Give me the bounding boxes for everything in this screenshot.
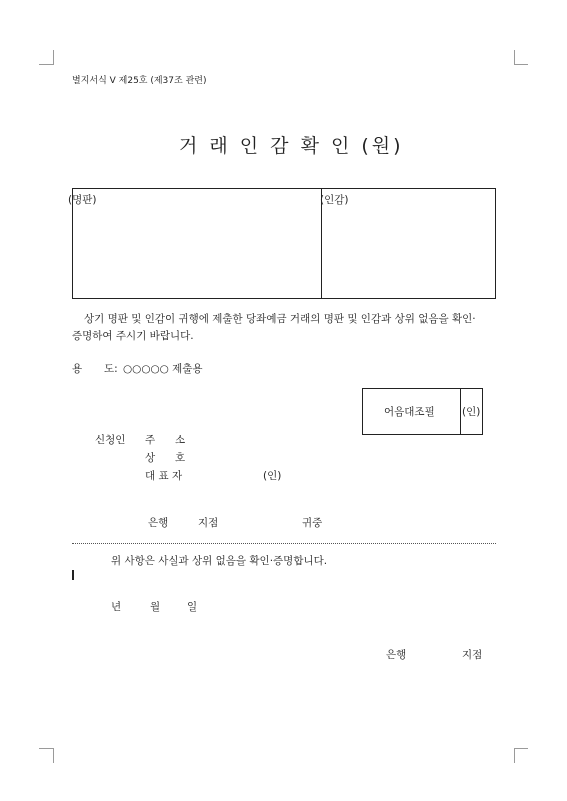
address-label-1: 주	[145, 434, 156, 446]
addressee-honorific: 귀중	[302, 517, 323, 529]
page-title: 거 래 인 감 확 인 (원)	[179, 135, 404, 157]
addressee-bank: 은행	[148, 517, 169, 529]
form-number: 별지서식 Ⅴ 제25호 (제37조 관련)	[72, 76, 207, 86]
crop-mark-tl	[53, 50, 54, 65]
date-month: 월	[150, 601, 161, 613]
bill-seal-label: 어음대조필	[384, 406, 435, 418]
crop-mark-tl	[39, 64, 53, 65]
address-label-2: 소	[175, 434, 186, 446]
crop-mark-br	[514, 748, 515, 763]
representative-seal: (인)	[263, 470, 282, 482]
representative-label: 대 표 자	[145, 470, 183, 482]
addressee-branch: 지점	[198, 517, 219, 529]
trade-label-1: 상	[145, 452, 156, 464]
request-text-line1: 상기 명판 및 인감이 귀행에 제출한 당좌예금 거래의 명판 및 인감과 상위 없음을 확인·	[84, 313, 476, 325]
dotted-separator	[72, 543, 496, 544]
nameplate-label: (명판)	[68, 194, 97, 206]
crop-mark-bl	[39, 748, 53, 749]
crop-mark-tr	[514, 64, 528, 65]
purpose-label: 용	[72, 363, 83, 375]
applicant-label: 신청인	[95, 434, 126, 446]
seal-label: (인감)	[320, 194, 349, 206]
date-year: 년	[111, 601, 122, 613]
seal-divider	[460, 389, 461, 434]
signer-bank: 은행	[386, 649, 407, 661]
purpose-label-2: 도:	[104, 363, 118, 375]
stamp-box	[68, 188, 496, 299]
crop-mark-bl	[53, 748, 54, 763]
purpose-value: ○○○○○ 제출용	[123, 363, 203, 375]
text-cursor	[72, 570, 74, 580]
request-text-line2: 증명하여 주시기 바랍니다.	[72, 330, 194, 342]
signer-branch: 지점	[462, 649, 483, 661]
confirm-text: 위 사항은 사실과 상위 없음을 확인·증명합니다.	[111, 555, 328, 567]
crop-mark-br	[514, 748, 528, 749]
bill-seal-box	[362, 388, 483, 435]
trade-label-2: 호	[175, 452, 186, 464]
bill-seal-mark: (인)	[462, 406, 481, 418]
date-day: 일	[187, 601, 198, 613]
crop-mark-tr	[514, 50, 515, 65]
